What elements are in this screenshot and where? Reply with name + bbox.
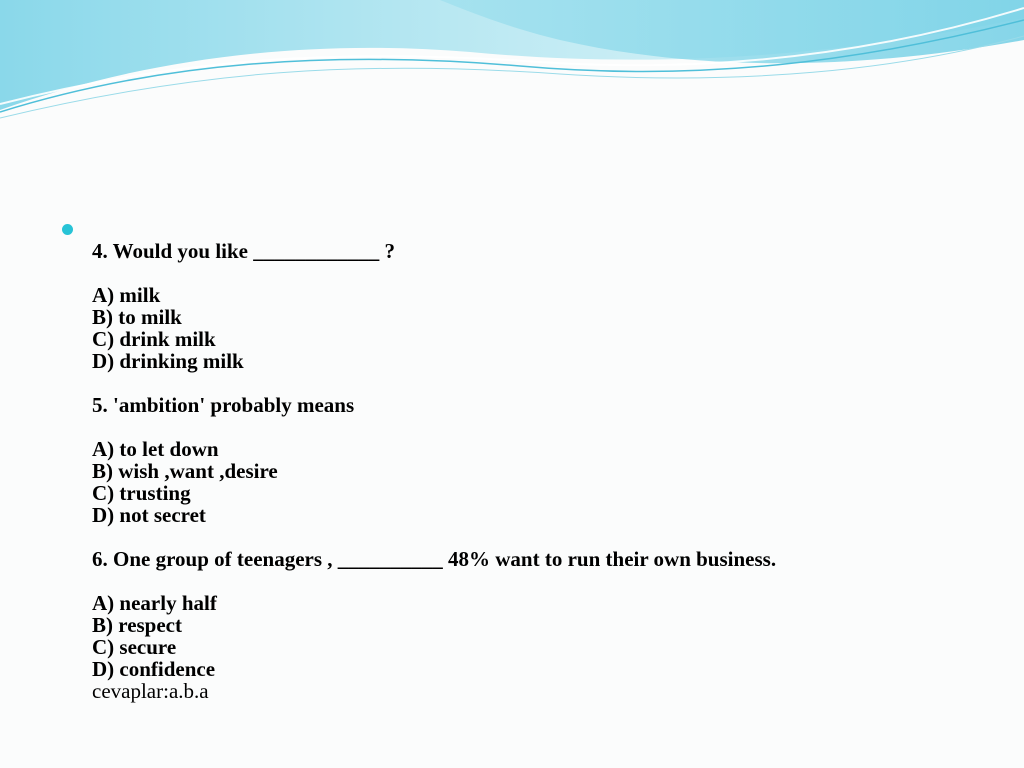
answer-key: cevaplar:a.b.a bbox=[92, 679, 209, 703]
question-4-option-c: C) drink milk bbox=[92, 327, 216, 351]
question-5-prompt: 5. 'ambition' probably means bbox=[92, 393, 355, 417]
bullet-icon bbox=[62, 224, 73, 235]
question-4-option-a: A) milk bbox=[92, 283, 161, 307]
question-5-option-a: A) to let down bbox=[92, 437, 219, 461]
question-5-option-c: C) trusting bbox=[92, 481, 191, 505]
quiz-content bbox=[92, 240, 992, 702]
question-6-option-d: D) confidence bbox=[92, 657, 216, 681]
question-6-option-c: C) secure bbox=[92, 635, 177, 659]
question-6-prompt: 6. One group of teenagers , __________ 48% want to run their own business. bbox=[92, 547, 777, 571]
question-4-option-b: B) to milk bbox=[92, 305, 182, 329]
question-5-option-d: D) not secret bbox=[92, 503, 206, 527]
question-6-option-b: B) respect bbox=[92, 613, 182, 637]
decorative-wave-header bbox=[0, 0, 1024, 130]
question-4-prompt: 4. Would you like ____________ ? bbox=[92, 239, 396, 263]
question-4-option-d: D) drinking milk bbox=[92, 349, 244, 373]
question-5-option-b: B) wish ,want ,desire bbox=[92, 459, 278, 483]
question-6-option-a: A) nearly half bbox=[92, 591, 217, 615]
